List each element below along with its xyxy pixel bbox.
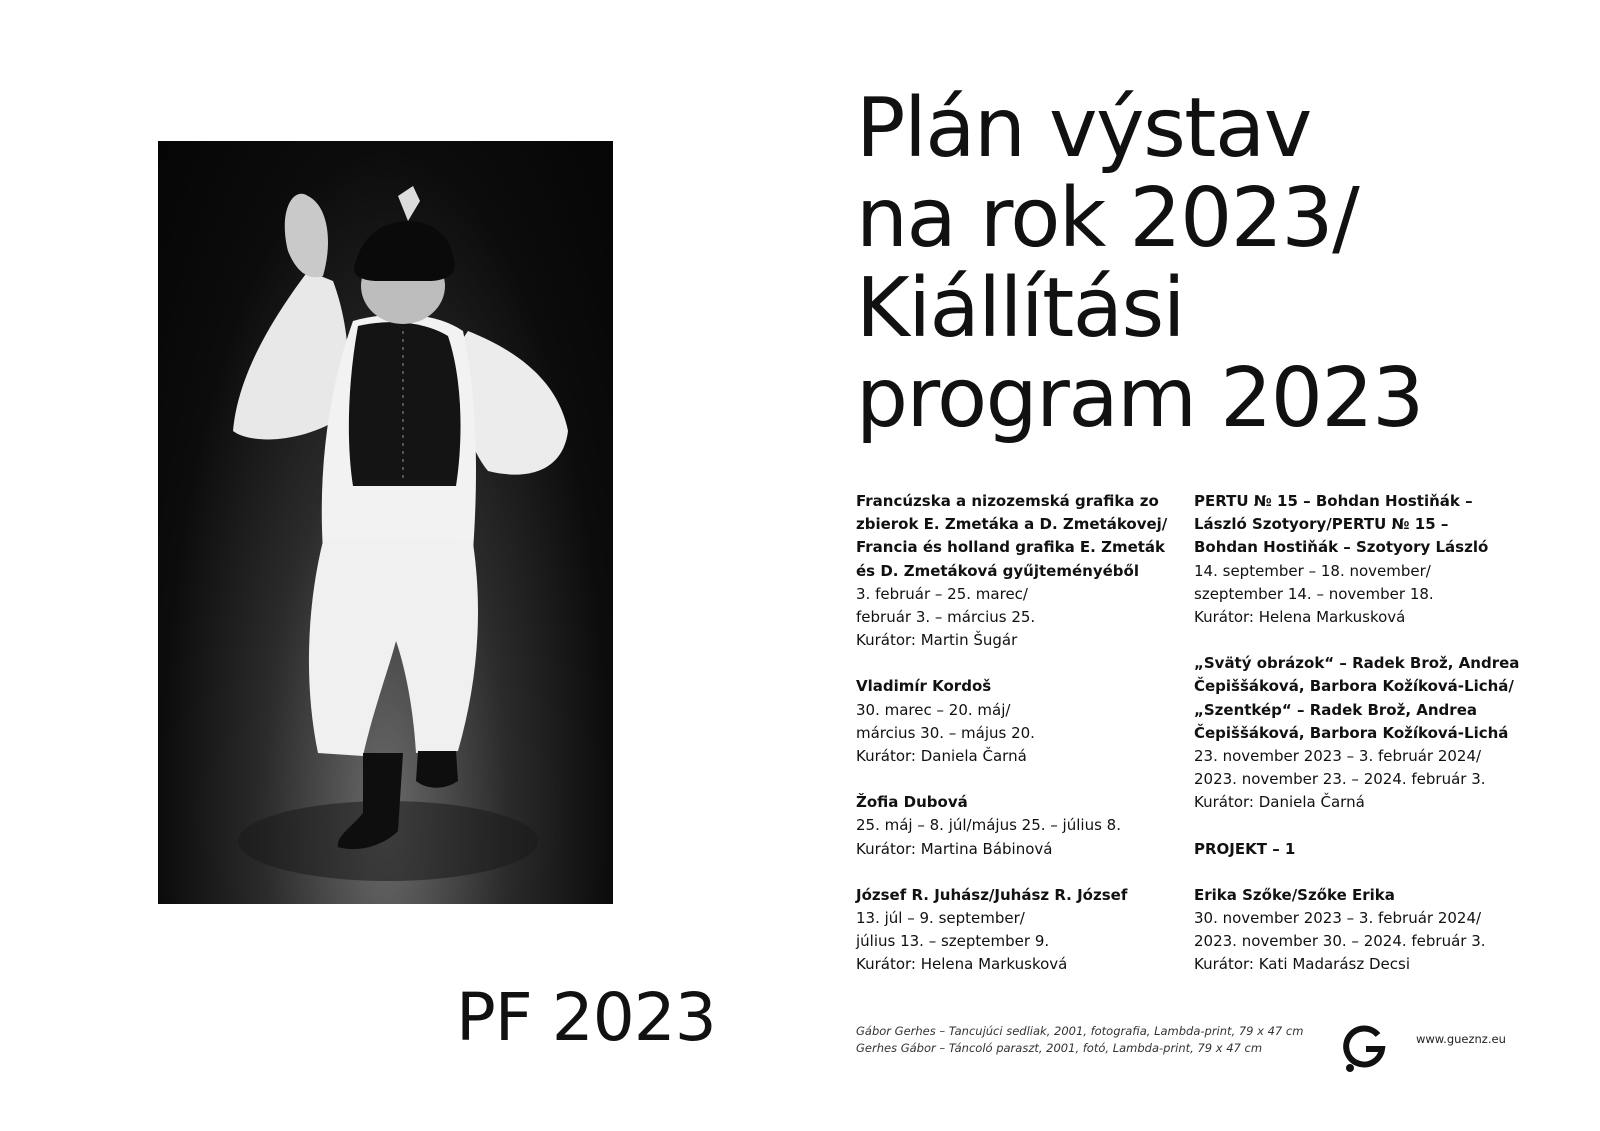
photo-caption <box>856 1023 1303 1057</box>
exhibition-curator: Kurátor: Helena Markusková <box>1194 608 1406 627</box>
caption-line: Gábor Gerhes – Tancujúci sedliak, 2001, fotografia, Lambda-print, 79 x 47 cm <box>856 1024 1304 1038</box>
exhibition-entry <box>856 675 1176 768</box>
gallery-logo-icon <box>1338 1021 1390 1073</box>
title-line: na rok 2023/ <box>856 171 1359 266</box>
exhibition-title: József R. Juhász/Juhász R. József <box>856 885 1128 904</box>
exhibition-detail: 13. júl – 9. september/ <box>856 909 1025 928</box>
exhibition-curator: Kurátor: Kati Madarász Decsi <box>1194 955 1410 974</box>
exhibition-entry <box>1194 490 1514 629</box>
exhibition-title: Erika Szőke/Szőke Erika <box>1194 885 1395 904</box>
exhibition-detail: március 30. – május 20. <box>856 723 1035 742</box>
exhibition-title: „Svätý obrázok“ – Radek Brož, Andrea <box>1194 654 1520 673</box>
exhibitions-column-right <box>1194 490 1520 1000</box>
dancer-illustration <box>158 141 613 904</box>
exhibition-title: Žofia Dubová <box>856 793 968 812</box>
caption-line: Gerhes Gábor – Táncoló paraszt, 2001, fotó, Lambda-print, 79 x 47 cm <box>856 1041 1263 1055</box>
exhibition-entry <box>856 791 1176 861</box>
pf-greeting: PF 2023 <box>456 979 716 1056</box>
exhibition-curator: Kurátor: Martina Bábinová <box>856 839 1053 858</box>
exhibitions-column-left <box>856 490 1176 1000</box>
exhibition-entry <box>1194 884 1514 977</box>
exhibition-title: Vladimír Kordoš <box>856 677 992 696</box>
page-title <box>856 81 1576 446</box>
exhibition-detail: 2023. november 30. – 2024. február 3. <box>1194 932 1486 951</box>
exhibition-detail: február 3. – március 25. <box>856 608 1036 627</box>
exhibition-entry <box>1194 838 1514 861</box>
exhibition-detail: 14. september – 18. november/ <box>1194 561 1431 580</box>
exhibition-detail: szeptember 14. – november 18. <box>1194 584 1434 603</box>
title-line: Kiállítási <box>856 261 1185 356</box>
exhibition-title: és D. Zmetáková gyűjteményéből <box>856 561 1139 580</box>
exhibition-title: „Szentkép“ – Radek Brož, Andrea <box>1194 700 1477 719</box>
exhibition-title: Francia és holland grafika E. Zmeták <box>856 538 1166 557</box>
website-link[interactable]: www.gueznz.eu <box>1416 1032 1506 1046</box>
exhibition-entry <box>1194 652 1520 814</box>
exhibition-detail: 30. november 2023 – 3. február 2024/ <box>1194 909 1482 928</box>
exhibition-title: László Szotyory/PERTU № 15 – <box>1194 515 1449 534</box>
exhibition-title: Bohdan Hostiňák – Szotyory László <box>1194 538 1489 557</box>
exhibition-curator: Kurátor: Daniela Čarná <box>856 747 1027 766</box>
exhibition-detail: 25. máj – 8. júl/május 25. – július 8. <box>856 816 1121 835</box>
exhibition-detail: 2023. november 23. – 2024. február 3. <box>1194 770 1486 789</box>
exhibition-detail: július 13. – szeptember 9. <box>856 932 1050 951</box>
exhibition-curator: Kurátor: Daniela Čarná <box>1194 793 1365 812</box>
exhibition-title: PROJEKT – 1 <box>1194 839 1296 858</box>
exhibition-title: Čepiššáková, Barbora Kožíková-Lichá <box>1194 723 1509 742</box>
exhibition-detail: 3. február – 25. marec/ <box>856 584 1028 603</box>
exhibition-title: zbierok E. Zmetáka a D. Zmetákovej/ <box>856 515 1168 534</box>
exhibition-curator: Kurátor: Helena Markusková <box>856 955 1068 974</box>
exhibition-detail: 30. marec – 20. máj/ <box>856 700 1011 719</box>
exhibition-title: Francúzska a nizozemská grafika zo <box>856 492 1159 510</box>
exhibition-entry <box>856 884 1176 977</box>
title-line: program 2023 <box>856 351 1423 446</box>
title-line: Plán výstav <box>856 81 1311 176</box>
exhibition-title: Čepiššáková, Barbora Kožíková-Lichá/ <box>1194 677 1514 696</box>
exhibition-detail: 23. november 2023 – 3. február 2024/ <box>1194 747 1482 766</box>
folk-dancer-photograph <box>158 141 613 904</box>
exhibition-title: PERTU № 15 – Bohdan Hostiňák – <box>1194 492 1473 510</box>
exhibition-entry <box>856 490 1176 652</box>
exhibition-curator: Kurátor: Martin Šugár <box>856 631 1018 650</box>
